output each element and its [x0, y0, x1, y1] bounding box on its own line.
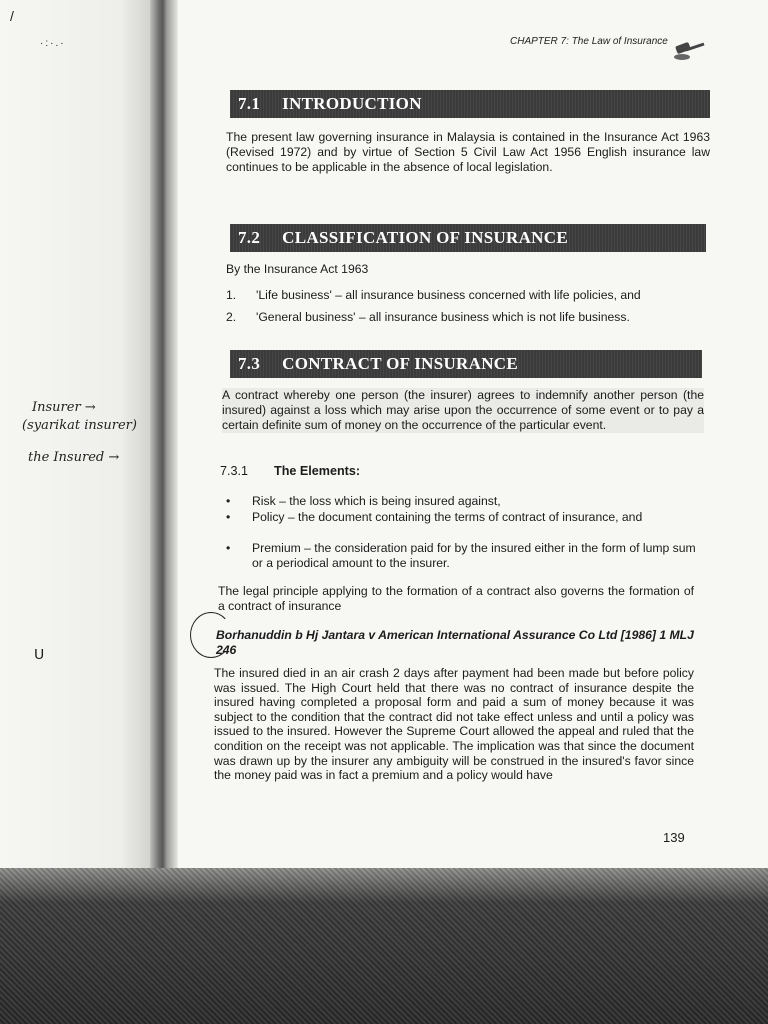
list-item [226, 310, 630, 325]
edge-mark: / [10, 8, 14, 24]
ink-speckle: ·:·.· [40, 38, 66, 49]
list-number: 2. [226, 310, 237, 324]
gavel-icon [672, 40, 706, 62]
subsection-heading [220, 464, 360, 478]
bullet-icon: • [226, 494, 231, 508]
page-number: 139 [663, 830, 685, 845]
bullet-icon: • [226, 510, 231, 524]
list-number: 1. [226, 288, 237, 302]
list-item [226, 541, 706, 571]
margin-note-insurer: Insurer → [32, 400, 96, 415]
bullet-icon: • [226, 541, 231, 555]
section-heading-introduction [230, 90, 710, 118]
section-title: CONTRACT OF INSURANCE [282, 354, 518, 373]
contract-definition: A contract whereby one person (the insurer) agrees to indemnify another person (the insured) against a loss which may arise upon the occurrence of some event or to pay a certain definite sum of money on the occurrence of the particular event. [222, 388, 704, 432]
chapter-header: CHAPTER 7: The Law of Insurance [510, 36, 668, 47]
margin-note-insured: the Insured → [28, 450, 120, 465]
margin-hook-mark: ᑌ [34, 646, 45, 662]
margin-note-syarikat: (syarikat insurer) [22, 418, 137, 433]
list-item [226, 494, 706, 509]
case-paragraph: The insured died in an air crash 2 days after payment had been made but before policy was issued. The High Court held that there was no contract of insurance despite the insured having completed a proposal form and paid a sum of money because it was subject to the condition that the contract did not take effect unless and until a policy was issued to the insured. However the Supreme Court allowed the appeal and ruled that the condition on the receipt was not applicable. The implication was that since the document was drawn up by the insurer any ambiguity will be construed in the insured's favor since the money paid was in fact a premium and a policy would have [214, 666, 694, 783]
list-text: 'Life business' – all insurance business concerned with life policies, and [256, 288, 641, 302]
case-citation: Borhanuddin b Hj Jantara v American International Assurance Co Ltd [1986] 1 MLJ 246 [216, 628, 694, 657]
section-heading-classification [230, 224, 706, 252]
list-item [226, 510, 706, 525]
classification-lead: By the Insurance Act 1963 [226, 262, 369, 276]
section-number: 7.3 [238, 354, 261, 373]
subsection-number: 7.3.1 [220, 464, 249, 478]
section-number: 7.2 [238, 228, 261, 247]
list-text: Policy – the document containing the terms of contract of insurance, and [252, 510, 643, 524]
list-text: Premium – the consideration paid for by the insured either in the form of lump sum or a periodical amount to the insurer. [252, 541, 696, 570]
intro-paragraph: The present law governing insurance in Malaysia is contained in the Insurance Act 1963 (Revised 1972) and by virtue of Section 5 Civil Law Act 1956 English insurance law continues to be applicable in the absence of local legislation. [226, 130, 710, 174]
principle-paragraph: The legal principle applying to the formation of a contract also governs the formation of a contract of insurance [218, 584, 694, 613]
section-number: 7.1 [238, 94, 261, 113]
scan-shadow [0, 868, 768, 1024]
list-item [226, 288, 641, 303]
list-text: Risk – the loss which is being insured against, [252, 494, 501, 508]
subsection-title: The Elements: [274, 464, 361, 478]
section-heading-contract [230, 350, 702, 378]
section-title: INTRODUCTION [282, 94, 422, 113]
section-title: CLASSIFICATION OF INSURANCE [282, 228, 568, 247]
list-text: 'General business' – all insurance business which is not life business. [256, 310, 630, 324]
